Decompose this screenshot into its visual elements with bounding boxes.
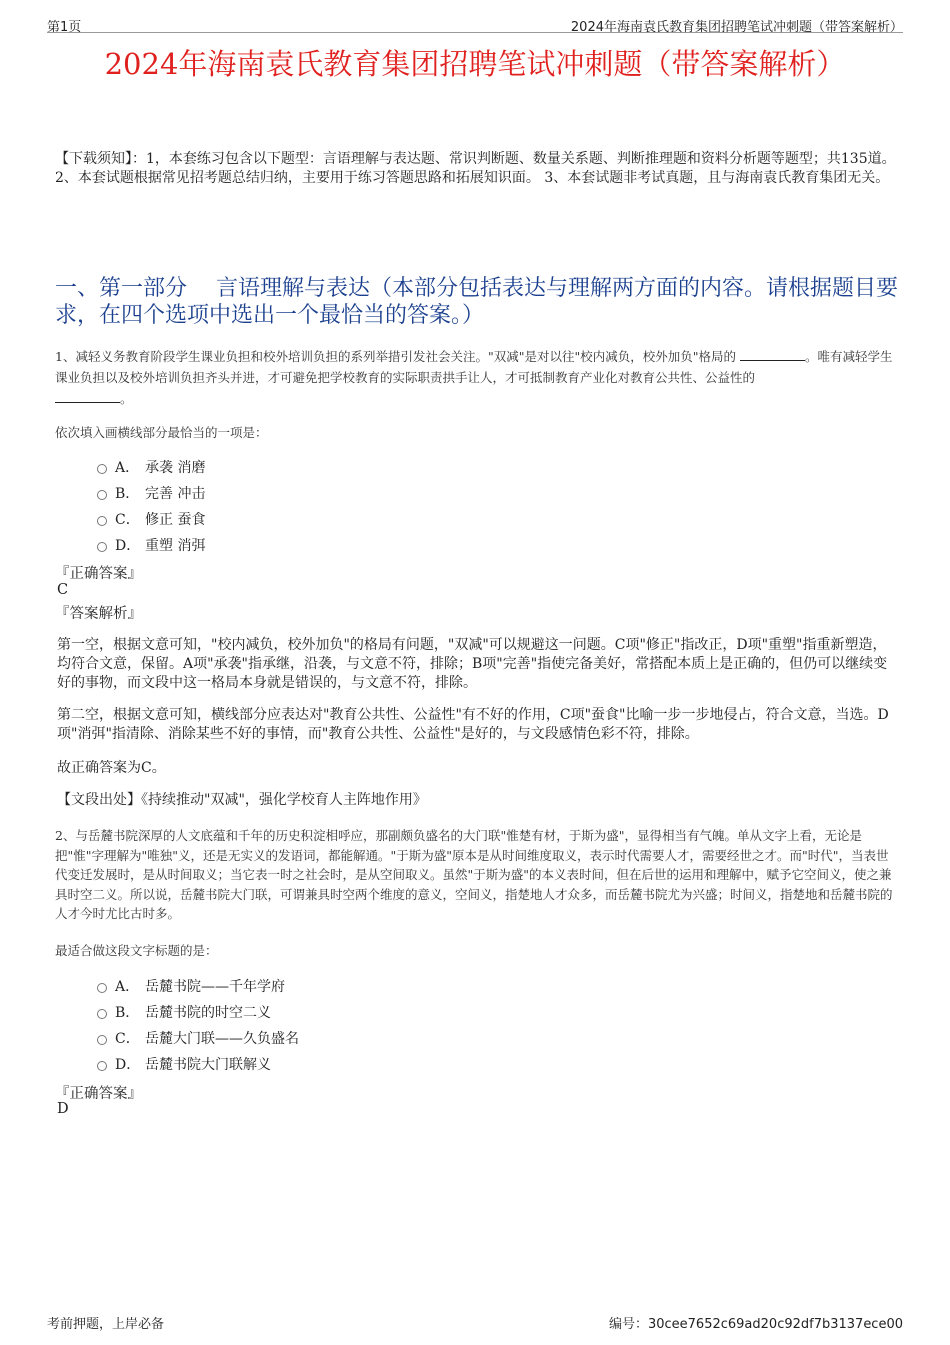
q1-option-d[interactable] <box>97 535 205 555</box>
radio-icon[interactable] <box>97 1035 107 1045</box>
q1-prompt: 依次填入画横线部分最恰当的一项是： <box>55 425 268 440</box>
q1-answer-label: 『正确答案』 <box>55 566 142 582</box>
radio-icon[interactable] <box>97 464 107 474</box>
option-text: 岳麓书院大门联解义 <box>145 1057 271 1073</box>
q1-option-a[interactable] <box>97 457 205 477</box>
footer-slogan: 考前押题，上岸必备 <box>47 1317 165 1332</box>
radio-icon[interactable] <box>97 983 107 993</box>
radio-icon[interactable] <box>97 490 107 500</box>
header-doc-title: 2024年海南袁氏教育集团招聘笔试冲刺题（带答案解析） <box>570 20 903 35</box>
q2-option-d[interactable] <box>97 1054 271 1074</box>
q1-analysis-1: 第一空，根据文意可知，"校内减负，校外加负"的格局有问题，"双减"可以规避这一问题。C项"修正"指改正，D项"重塑"指重新塑造，均符合文意，保留。A项"承袭"指承继，沿袭，与文意不符，排除；B项"完善"指使完备美好，常搭配本质上是正确的，但仍可以继续变好的事物，而文段中这一格局本身就是错误的，与文意不符，排除。 <box>57 637 888 691</box>
option-text: 承袭 消磨 <box>145 460 206 476</box>
q2-option-a[interactable] <box>97 976 285 996</box>
section-heading: 一、第一部分 言语理解与表达（本部分包括表达与理解两方面的内容。请根据题目要求，在四个选项中选出一个最恰当的答案。） <box>55 276 898 328</box>
q2-option-b[interactable] <box>97 1002 271 1022</box>
option-key: D． <box>115 538 141 554</box>
option-text: 岳麓书院——千年学府 <box>145 979 285 995</box>
option-key: C． <box>115 1031 140 1047</box>
radio-icon[interactable] <box>97 516 107 526</box>
question-2-text: 2、与岳麓书院深厚的人文底蕴和千年的历史积淀相呼应，那副颇负盛名的大门联"惟楚有材，于斯为盛"，显得相当有气魄。单从文字上看，无论是把"惟"字理解为"唯独"义，还是无实义的发语词，都能解通。"于斯为盛"原本是从时间维度取义，表示时代需要人才，需要经世之才。而"时代"，当表世代变迁发展时，是从时间取义；当它表一时之社会时，是从空间取义。虽然"于斯为盛"的本义表时间，但在后世的运用和理解中，赋予它空间义，使之兼具时空二义。所以说，岳麓书院大门联，可谓兼具时空两个维度的意义，空间义，指楚地人才众多，而岳麓书院尤为兴盛；时间义，指楚地和岳麓书院的人才今时尤比古时多。 <box>55 828 893 921</box>
document-title: 2024年海南袁氏教育集团招聘笔试冲刺题（带答案解析） <box>104 47 846 81</box>
option-key: A． <box>115 460 140 476</box>
option-key: A． <box>115 979 140 995</box>
q1-text-c: 。 <box>120 391 133 406</box>
option-key: B． <box>115 486 140 502</box>
page-footer <box>47 1313 903 1332</box>
download-notice: 【下载须知】：1，本套练习包含以下题型：言语理解与表达题、常识判断题、数量关系题、判断推理题和资料分析题等题型；共135道。 2、本套试题根据常见招考题总结归纳，主要用于练习答题思路和拓展知识面。 3、本套试题非考试真题，且与海南袁氏教育集团无关。 <box>55 151 896 186</box>
q2-option-c[interactable] <box>97 1028 299 1048</box>
q1-answer: C <box>57 582 69 598</box>
q1-text-b: 。唯有减轻学生课业负担以及校外培训负担齐头并进，才可避免把学校教育的实际职责拱手让人，才可抵制教育产业化对教育公共性、公益性的 <box>55 349 893 385</box>
q1-option-c[interactable] <box>97 509 205 529</box>
page-number: 第1页 <box>47 20 82 35</box>
option-text: 完善 冲击 <box>145 486 206 502</box>
radio-icon[interactable] <box>97 1061 107 1071</box>
option-key: B． <box>115 1005 140 1021</box>
q2-answer-label: 『正确答案』 <box>55 1086 142 1102</box>
q1-analysis-label: 『答案解析』 <box>55 606 142 622</box>
option-key: C． <box>115 512 140 528</box>
footer-doc-id: 编号：30cee7652c69ad20c92df7b3137ece00 <box>608 1317 903 1332</box>
page-header <box>47 14 903 33</box>
option-text: 岳麓书院的时空二义 <box>145 1005 271 1021</box>
q1-source: 【文段出处】《持续推动"双减"，强化学校育人主阵地作用》 <box>57 792 427 808</box>
option-text: 岳麓大门联——久负盛名 <box>145 1031 299 1047</box>
question-1-text <box>55 346 900 409</box>
blank-1 <box>740 360 805 361</box>
q2-prompt: 最适合做这段文字标题的是： <box>55 943 218 958</box>
radio-icon[interactable] <box>97 1009 107 1019</box>
option-text: 重塑 消弭 <box>145 538 206 554</box>
q2-answer: D <box>57 1101 69 1117</box>
q1-analysis-2: 第二空，根据文意可知，横线部分应表达对"教育公共性、公益性"有不好的作用，C项"蚕食"比喻一步一步地侵占，符合文意，当选。D项"消弭"指清除、消除某些不好的事情，而"教育公共性、公益性"是好的，与文段感情色彩不符，排除。 <box>57 707 889 742</box>
q1-option-b[interactable] <box>97 483 205 503</box>
q1-analysis-3: 故正确答案为C。 <box>57 760 166 776</box>
option-key: D． <box>115 1057 141 1073</box>
option-text: 修正 蚕食 <box>145 512 206 528</box>
radio-icon[interactable] <box>97 542 107 552</box>
blank-2 <box>55 402 120 403</box>
q1-text-a: 1、减轻义务教育阶段学生课业负担和校外培训负担的系列举措引发社会关注。"双减"是对以往"校内减负，校外加负"格局的 <box>55 349 736 364</box>
